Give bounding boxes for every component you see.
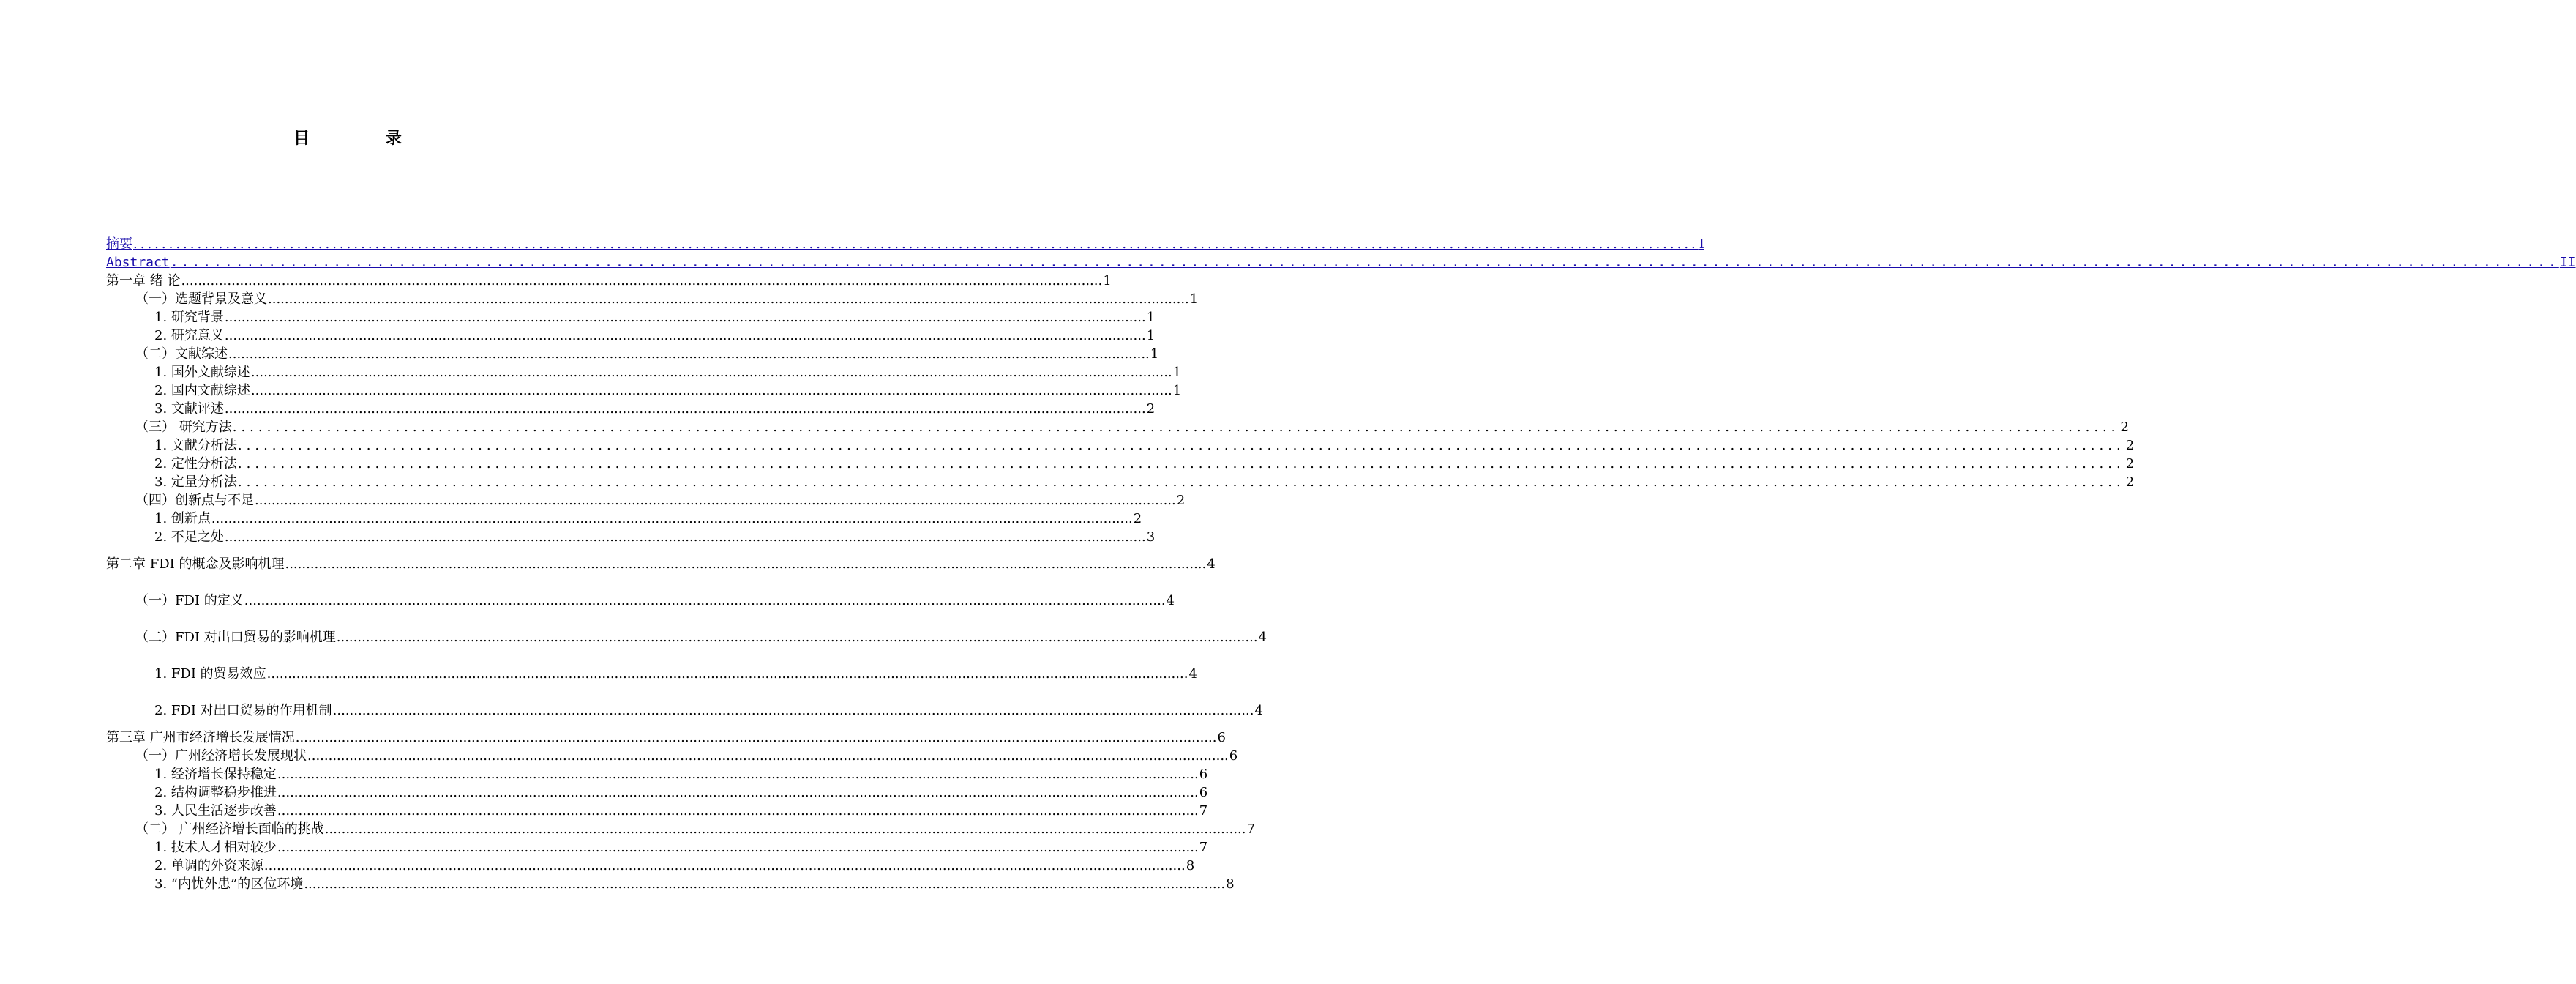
- toc-entry[interactable]: [154, 382, 1182, 400]
- toc-entry-label: 3. 人民生活逐步改善: [154, 803, 277, 819]
- toc-entry-page: 7: [1199, 803, 1208, 819]
- toc-dot-leader: ............................................................................................................................................................................................................................: [237, 474, 2125, 490]
- toc-dot-leader: ............................................................................................................................................................................................................................: [266, 666, 1188, 682]
- toc-entry[interactable]: [135, 629, 1267, 646]
- toc-entry-page: 4: [1188, 666, 1197, 682]
- toc-entry-page: 2: [2125, 474, 2135, 490]
- toc-entry[interactable]: [154, 666, 1197, 683]
- toc-dot-leader: ............................................................................................................................................................................................................................: [170, 255, 2559, 270]
- toc-entry[interactable]: [154, 364, 1182, 381]
- toc-entry[interactable]: [154, 455, 2135, 473]
- toc-entry[interactable]: [106, 236, 1704, 253]
- toc-entry-page: 6: [1217, 730, 1226, 745]
- toc-entry[interactable]: [154, 802, 1208, 820]
- toc-dot-leader: ............................................................................................................................................................................................................................: [263, 858, 1186, 873]
- toc-entry-page: 1: [1150, 346, 1159, 362]
- toc-entry-page: 7: [1199, 840, 1208, 855]
- toc-title: 目 录: [293, 130, 437, 148]
- toc-entry-label: 2. FDI 对出口贸易的作用机制: [154, 703, 332, 718]
- toc-entry-label: 3. 定量分析法: [154, 474, 237, 490]
- toc-entry-page: 6: [1229, 748, 1238, 764]
- toc-entry-label: 3. 文献评述: [154, 401, 224, 417]
- toc-entry-page: 2: [1133, 511, 1142, 526]
- toc-entry-page: 2: [2125, 438, 2135, 453]
- toc-entry-label: （二）文献综述: [135, 346, 228, 362]
- toc-entry-page: 8: [1226, 876, 1235, 892]
- toc-dot-leader: ............................................................................................................................................................................................................................: [232, 420, 2120, 435]
- toc-entry[interactable]: [106, 254, 2576, 272]
- toc-dot-leader: ............................................................................................................................................................................................................................: [295, 730, 1217, 745]
- toc-entry-label: （一）选题背景及意义: [135, 291, 267, 307]
- toc-entry-page: II: [2559, 255, 2576, 270]
- toc-dot-leader: ............................................................................................................................................................................................................................: [181, 273, 1103, 288]
- toc-entry-page: I: [1699, 236, 1704, 252]
- toc-entry-label: 3. “内忧外患”的区位环境: [154, 876, 304, 892]
- toc-dot-leader: ............................................................................................................................................................................................................................: [244, 593, 1166, 608]
- toc-entry-page: 1: [1103, 273, 1112, 288]
- toc-entry-page: 4: [1254, 703, 1263, 718]
- toc-entry-page: 6: [1199, 767, 1208, 782]
- toc-entry-label: 1. 创新点: [154, 511, 211, 526]
- toc-dot-leader: ............................................................................................................................................................................................................................: [237, 438, 2125, 453]
- toc-entry-label: （二） 广州经济增长面临的挑战: [135, 821, 324, 837]
- toc-entry-label: 2. 不足之处: [154, 529, 224, 545]
- toc-entry-label: 2. 结构调整稳步推进: [154, 785, 277, 800]
- toc-entry[interactable]: [154, 327, 1156, 345]
- toc-dot-leader: ............................................................................................................................................................................................................................: [224, 310, 1146, 325]
- toc-entry-label: 1. 经济增长保持稳定: [154, 767, 277, 782]
- toc-dot-leader: ............................................................................................................................................................................................................................: [224, 401, 1146, 417]
- toc-entry[interactable]: [135, 748, 1238, 765]
- toc-entry[interactable]: [135, 291, 1199, 308]
- toc-dot-leader: ............................................................................................................................................................................................................................: [277, 767, 1199, 782]
- toc-entry-label: 第三章 广州市经济增长发展情况: [106, 730, 295, 745]
- toc-dot-leader: ............................................................................................................................................................................................................................: [237, 456, 2125, 471]
- toc-entry[interactable]: [154, 876, 1235, 893]
- toc-entry-label: 1. 国外文献综述: [154, 365, 250, 380]
- toc-dot-leader: ............................................................................................................................................................................................................................: [332, 703, 1254, 718]
- toc-entry-page: 1: [1146, 310, 1156, 325]
- toc-dot-leader: ............................................................................................................................................................................................................................: [285, 556, 1207, 572]
- toc-entry-page: 2: [1176, 493, 1186, 508]
- toc-dot-leader: ............................................................................................................................................................................................................................: [211, 511, 1133, 526]
- toc-entry[interactable]: [154, 529, 1156, 546]
- toc-entry-label: （四）创新点与不足: [135, 493, 254, 508]
- toc-entry-page: 2: [2125, 456, 2135, 471]
- toc-entry[interactable]: [154, 400, 1156, 418]
- toc-dot-leader: ............................................................................................................................................................................................................................: [324, 821, 1246, 837]
- toc-entry-page: 1: [1189, 291, 1199, 307]
- toc-entry[interactable]: [106, 729, 1226, 747]
- toc-dot-leader: ............................................................................................................................................................................................................................: [250, 383, 1172, 398]
- toc-entry-label: 摘要: [106, 236, 132, 252]
- toc-dot-leader: ............................................................................................................................................................................................................................: [133, 236, 1699, 252]
- toc-entry[interactable]: [135, 419, 2129, 436]
- toc-entry-page: 3: [1146, 529, 1156, 545]
- toc-entry[interactable]: [154, 857, 1195, 875]
- toc-dot-leader: ............................................................................................................................................................................................................................: [307, 748, 1229, 764]
- toc-entry[interactable]: [154, 309, 1156, 327]
- toc-entry[interactable]: [106, 272, 1112, 290]
- toc-entry[interactable]: [135, 492, 1186, 510]
- toc-entry-page: 8: [1186, 858, 1195, 873]
- toc-dot-leader: ............................................................................................................................................................................................................................: [336, 630, 1258, 645]
- toc-entry[interactable]: [154, 702, 1263, 720]
- toc-entry-label: 2. 国内文献综述: [154, 383, 250, 398]
- toc-entry-label: （一）FDI 的定义: [135, 593, 244, 608]
- toc-dot-leader: ............................................................................................................................................................................................................................: [277, 803, 1199, 819]
- toc-entry-label: 2. 研究意义: [154, 328, 224, 343]
- toc-entry-page: 4: [1258, 630, 1267, 645]
- toc-entry[interactable]: [154, 784, 1208, 802]
- toc-entry-page: 2: [1146, 401, 1156, 417]
- toc-entry-page: 7: [1246, 821, 1255, 837]
- toc-entry[interactable]: [135, 346, 1159, 363]
- toc-entry-page: 6: [1199, 785, 1208, 800]
- toc-entry[interactable]: [154, 839, 1208, 857]
- toc-dot-leader: ............................................................................................................................................................................................................................: [268, 291, 1189, 307]
- toc-dot-leader: ............................................................................................................................................................................................................................: [304, 876, 1226, 892]
- toc-entry-label: （一）广州经济增长发展现状: [135, 748, 307, 764]
- toc-dot-leader: ............................................................................................................................................................................................................................: [224, 328, 1146, 343]
- toc-entry[interactable]: [135, 592, 1175, 610]
- toc-dot-leader: ............................................................................................................................................................................................................................: [224, 529, 1146, 545]
- toc-entry[interactable]: [106, 556, 1216, 573]
- toc-entry[interactable]: [135, 821, 1255, 838]
- toc-dot-leader: ............................................................................................................................................................................................................................: [277, 785, 1199, 800]
- toc-entry-page: 1: [1172, 365, 1182, 380]
- toc-entry-page: 1: [1146, 328, 1156, 343]
- toc-entry[interactable]: [154, 437, 2135, 455]
- toc-entry-page: 2: [2120, 420, 2129, 435]
- toc-dot-leader: ............................................................................................................................................................................................................................: [277, 840, 1199, 855]
- toc-entry-page: 4: [1207, 556, 1216, 572]
- toc-entry-page: 1: [1172, 383, 1182, 398]
- toc-entry-label: 1. 技术人才相对较少: [154, 840, 277, 855]
- toc-entry[interactable]: [154, 510, 1142, 528]
- toc-entry-page: 4: [1166, 593, 1175, 608]
- toc-entry-label: 第二章 FDI 的概念及影响机理: [106, 556, 285, 572]
- toc-entry[interactable]: [154, 766, 1208, 783]
- toc-entry-label: （二）FDI 对出口贸易的影响机理: [135, 630, 336, 645]
- toc-entry-label: 2. 定性分析法: [154, 456, 237, 471]
- toc-entry-label: Abstract: [106, 255, 170, 270]
- toc-dot-leader: ............................................................................................................................................................................................................................: [255, 493, 1176, 508]
- toc-entry-label: 第一章 绪 论: [106, 273, 181, 288]
- toc-dot-leader: ............................................................................................................................................................................................................................: [228, 346, 1150, 362]
- toc-entry-label: 1. 研究背景: [154, 310, 224, 325]
- toc-dot-leader: ............................................................................................................................................................................................................................: [250, 365, 1172, 380]
- toc-entry[interactable]: [154, 474, 2135, 491]
- toc-entry-label: 1. 文献分析法: [154, 438, 237, 453]
- toc-entry-label: 2. 单调的外资来源: [154, 858, 263, 873]
- toc-entry-label: 1. FDI 的贸易效应: [154, 666, 266, 682]
- toc-entry-label: （三） 研究方法: [135, 420, 232, 435]
